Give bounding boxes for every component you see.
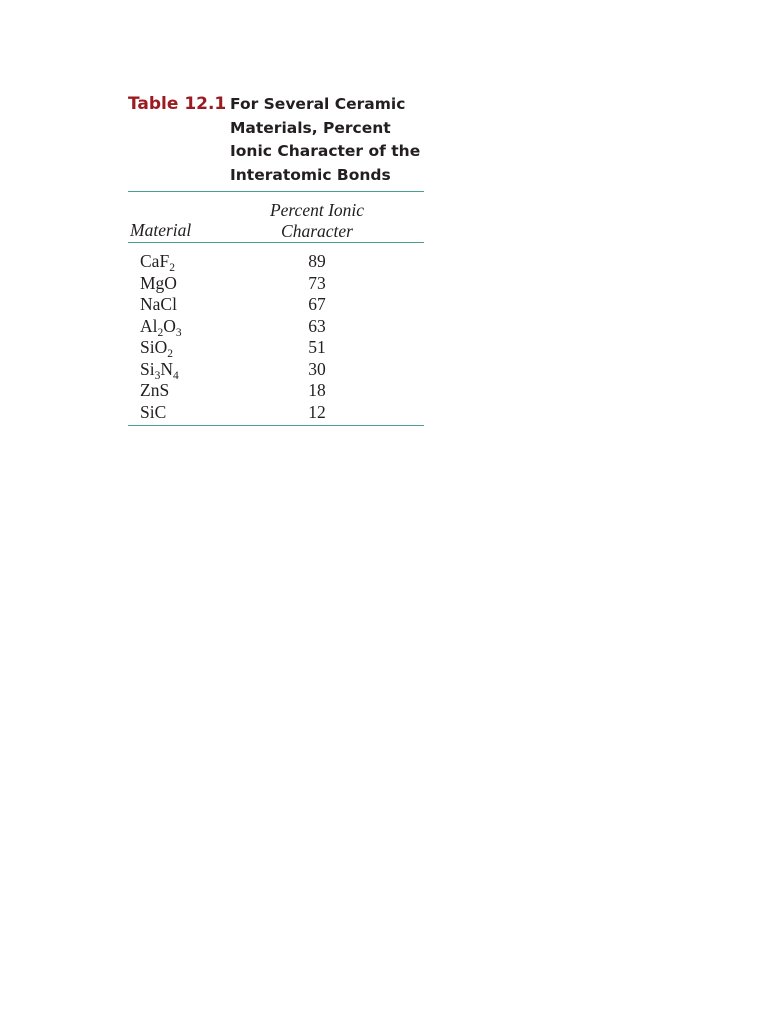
table-row: [128, 316, 424, 338]
table-body: [128, 243, 424, 425]
material-formula-part: CaF: [140, 251, 170, 272]
column-header-row: [128, 192, 424, 242]
table-row: [128, 273, 424, 295]
material-formula-part: SiO: [140, 337, 168, 358]
table-row: [128, 359, 424, 381]
column-header-line: Character: [281, 221, 353, 241]
material-formula-part: 2: [169, 262, 175, 275]
table-title-line: Ionic Character of the: [230, 142, 421, 160]
table-row: [128, 380, 424, 402]
material-formula-part: MgO: [140, 272, 177, 293]
material-cell: [128, 251, 254, 275]
material-formula-part: N: [160, 358, 173, 379]
material-formula-part: 3: [175, 326, 182, 339]
percent-ionic-cell: 30: [308, 358, 326, 379]
column-header-material: Material: [130, 220, 192, 240]
material-cell: [128, 316, 254, 337]
percent-ionic-cell: 63: [308, 315, 326, 336]
material-formula-part: 2: [157, 326, 164, 339]
material-formula-part: 2: [167, 348, 173, 361]
table-title-line: Interatomic Bonds: [230, 165, 391, 184]
material-cell: [128, 380, 254, 401]
table-caption: [128, 93, 424, 187]
table-title-line: Materials, Percent: [230, 118, 391, 137]
material-formula-part: NaCl: [140, 294, 177, 315]
percent-ionic-cell: 67: [308, 294, 326, 315]
material-formula-part: 4: [173, 369, 179, 382]
material-formula-part: 3: [154, 369, 161, 382]
percent-ionic-cell: 51: [308, 337, 326, 358]
percent-ionic-cell: 73: [308, 272, 326, 293]
material-formula-part: ZnS: [140, 380, 170, 401]
percent-ionic-cell: 18: [308, 380, 326, 401]
material-cell: [128, 294, 254, 315]
column-header-line: Percent Ionic: [269, 200, 365, 220]
material-cell: [128, 337, 254, 361]
table-row: [128, 251, 424, 273]
material-formula-part: Al: [140, 315, 158, 336]
material-cell: [128, 273, 254, 294]
percent-ionic-cell: 12: [308, 401, 326, 422]
material-formula-part: SiC: [140, 401, 167, 422]
material-formula-part: O: [163, 315, 176, 336]
table-row: [128, 402, 424, 424]
bottom-rule: [128, 425, 424, 426]
material-cell: [128, 402, 254, 423]
material-cell: [128, 359, 254, 380]
material-formula-part: Si: [140, 358, 155, 379]
table-title-line: For Several Ceramic: [230, 95, 406, 113]
table-row: [128, 337, 424, 359]
ionic-character-table: [128, 93, 424, 426]
table-title: [230, 93, 420, 187]
column-header-percent-ionic: [242, 200, 392, 242]
table-number: Table 12.1: [128, 94, 227, 114]
percent-ionic-cell: 89: [308, 251, 326, 272]
table-row: [128, 294, 424, 316]
